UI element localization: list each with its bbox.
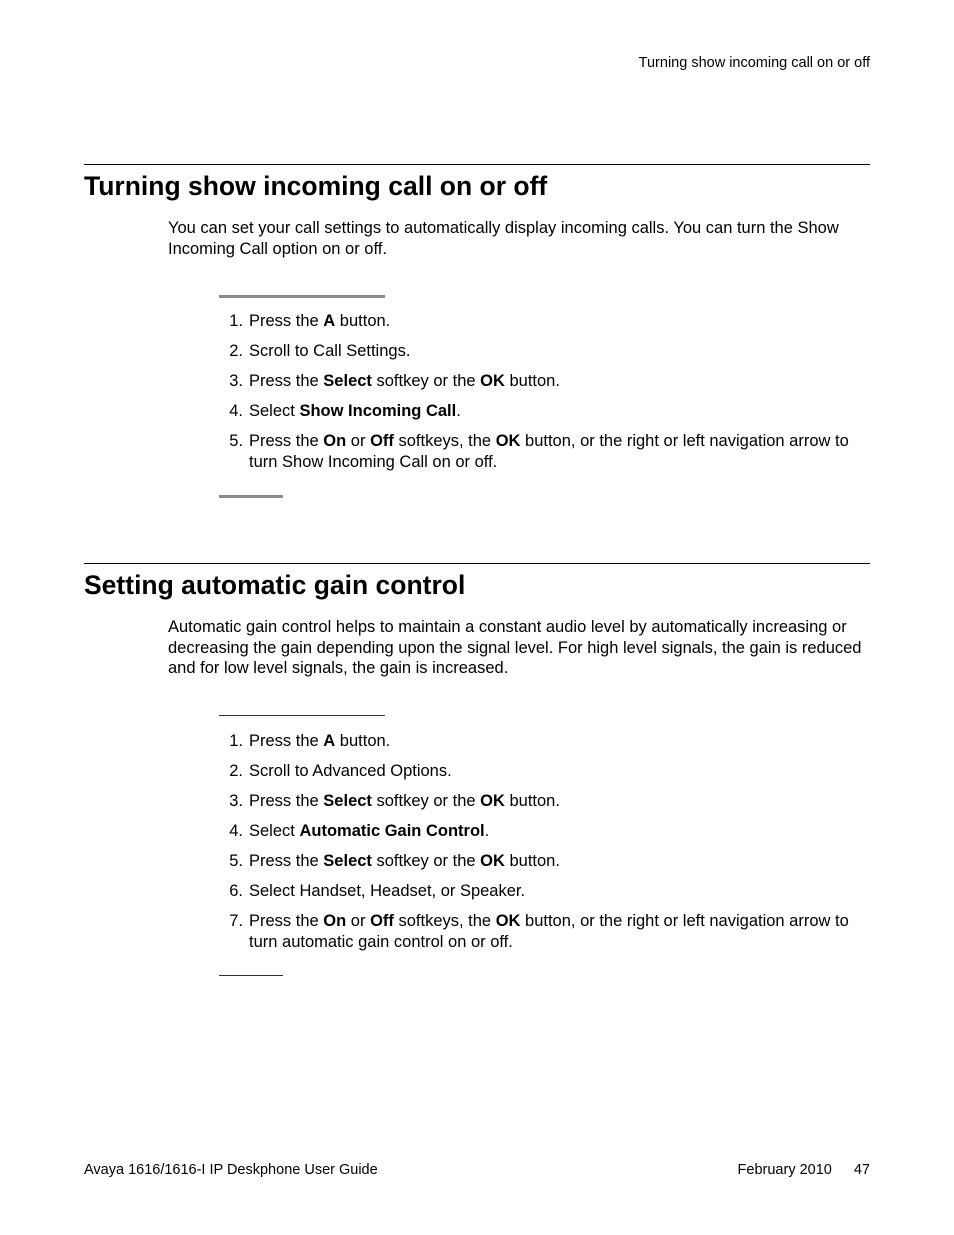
procedure-step — [219, 761, 870, 782]
footer-date: February 2010 — [737, 1162, 832, 1178]
step-text: softkeys, the — [393, 912, 496, 930]
step-text: . — [456, 402, 461, 420]
step-text: Select — [249, 402, 300, 420]
ui-term: Off — [370, 432, 394, 450]
step-text: Select — [249, 822, 300, 840]
ui-term: Automatic Gain Control — [299, 822, 485, 840]
ui-term: OK — [495, 912, 521, 930]
ui-term: On — [323, 912, 347, 930]
section-title: Turning show incoming call on or off — [84, 171, 548, 201]
step-number: 4 . — [219, 401, 243, 422]
ui-term: OK — [480, 372, 505, 390]
procedure-step — [219, 431, 870, 472]
procedure-step — [219, 341, 870, 362]
procedure-step — [219, 731, 870, 752]
step-text: Press the — [249, 792, 324, 810]
procedure-steps — [219, 311, 870, 482]
step-text: button. — [504, 792, 560, 810]
step-text: softkeys, the — [393, 432, 496, 450]
ui-term: A — [323, 312, 336, 330]
procedure-step — [219, 371, 870, 392]
step-text: softkey or the — [371, 792, 481, 810]
procedure-step — [219, 791, 870, 812]
step-number: 5 . — [219, 431, 243, 452]
step-text: Press the — [249, 852, 324, 870]
procedure-end-bar — [219, 495, 283, 498]
step-number: 2 . — [219, 761, 243, 782]
step-number: 6 . — [219, 881, 243, 902]
step-text: button. — [335, 312, 391, 330]
step-text: Press the — [249, 732, 324, 750]
running-header: Turning show incoming call on or off — [638, 55, 870, 71]
step-number: 7 . — [219, 911, 243, 932]
step-number: 5 . — [219, 851, 243, 872]
step-text: Press the — [249, 912, 324, 930]
ui-term: OK — [480, 792, 505, 810]
step-number: 3 . — [219, 791, 243, 812]
section-rule — [84, 563, 870, 564]
procedure-step — [219, 851, 870, 872]
procedure-start-bar — [219, 295, 385, 298]
step-text: button, or the right or left navigation arrow to turn automatic gain control on or off. — [249, 912, 849, 951]
procedure-steps — [219, 731, 870, 962]
procedure-start-bar — [219, 715, 385, 716]
page-number: 47 — [853, 1162, 870, 1178]
step-text: . — [484, 822, 490, 840]
procedure-step — [219, 311, 870, 332]
step-text: Press the — [249, 312, 324, 330]
step-text: button. — [504, 372, 560, 390]
step-text: Select Handset, Headset, or Speaker. — [249, 882, 526, 900]
ui-term: Select — [323, 792, 372, 810]
step-number: 4 . — [219, 821, 243, 842]
step-number: 1 . — [219, 731, 243, 752]
procedure-end-bar — [219, 975, 283, 976]
ui-term: Off — [370, 912, 394, 930]
section-title: Setting automatic gain control — [84, 570, 466, 600]
step-text: Scroll to Call Settings. — [249, 342, 411, 360]
footer-doc-title: Avaya 1616/1616-I IP Deskphone User Guide — [84, 1162, 378, 1178]
section-intro: You can set your call settings to automatically display incoming calls. You can turn the Show Incoming Call option on or off. — [168, 219, 839, 258]
ui-term: Show Incoming Call — [299, 402, 457, 420]
procedure-step — [219, 401, 870, 422]
section-rule — [84, 164, 870, 165]
step-text: or — [346, 432, 371, 450]
ui-term: OK — [495, 432, 521, 450]
ui-term: Select — [323, 372, 372, 390]
ui-term: Select — [323, 852, 372, 870]
step-text: Scroll to Advanced Options. — [249, 762, 452, 780]
step-text: softkey or the — [371, 852, 481, 870]
step-text: softkey or the — [371, 372, 481, 390]
procedure-step — [219, 911, 870, 952]
step-text: button. — [335, 732, 391, 750]
step-text: button. — [504, 852, 560, 870]
ui-term: On — [323, 432, 347, 450]
ui-term: OK — [480, 852, 505, 870]
step-number: 3 . — [219, 371, 243, 392]
step-text: Press the — [249, 372, 324, 390]
procedure-step — [219, 881, 870, 902]
step-text: Press the — [249, 432, 324, 450]
procedure-step — [219, 821, 870, 842]
ui-term: A — [323, 732, 336, 750]
step-number: 1 . — [219, 311, 243, 332]
step-number: 2 . — [219, 341, 243, 362]
section-intro: Automatic gain control helps to maintain a constant audio level by automatically increasing or decreasing the gain depending upon the signal level. For high level signals, the gain is reduced and for low level signals, the gain is increased. — [168, 618, 862, 677]
footer-info — [738, 1161, 870, 1179]
step-text: or — [346, 912, 371, 930]
step-text: button, or the right or left navigation arrow to turn Show Incoming Call on or off. — [249, 432, 849, 471]
